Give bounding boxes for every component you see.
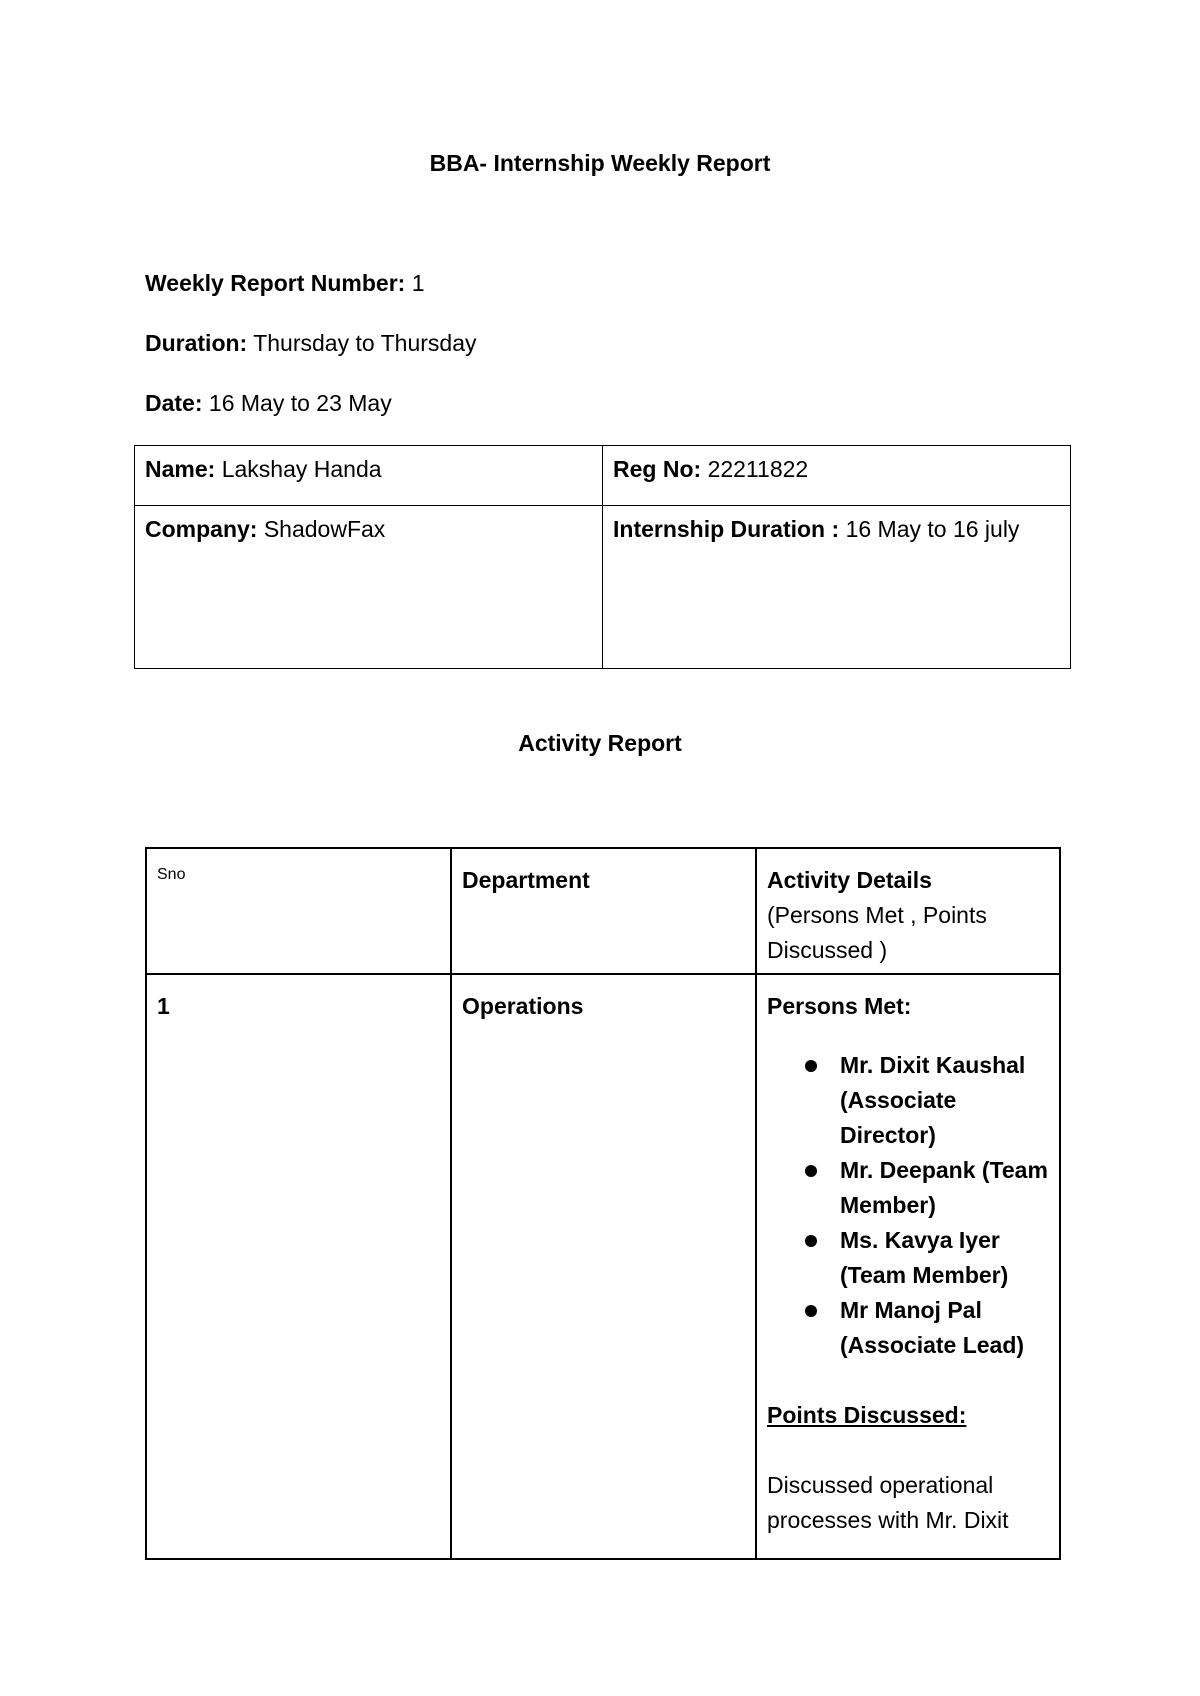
points-discussed-text: Discussed operational processes with Mr. Dixit (767, 1472, 1009, 1533)
list-item: Mr. Dixit Kaushal (Associate Director) (767, 1048, 1049, 1153)
table-row (146, 974, 1060, 1559)
name-value: Lakshay Handa (221, 456, 382, 482)
info-table (134, 445, 1071, 669)
duration-label: Duration: (145, 330, 248, 356)
date-label: Date: (145, 390, 203, 416)
list-item: Mr. Deepank (Team Member) (767, 1153, 1049, 1223)
report-number-line (145, 270, 425, 297)
row-department: Operations (462, 993, 584, 1019)
list-item: Mr Manoj Pal (Associate Lead) (767, 1293, 1049, 1363)
bullet-icon (805, 1305, 817, 1317)
report-number-label: Weekly Report Number: (145, 270, 406, 296)
sno-header-cell (146, 848, 451, 974)
reg-cell (603, 446, 1071, 506)
duration-value: Thursday to Thursday (253, 330, 477, 356)
row-sno: 1 (157, 993, 170, 1019)
internship-duration-value: 16 May to 16 july (845, 516, 1020, 542)
department-header-cell (451, 848, 756, 974)
internship-duration-label: Internship Duration : (613, 516, 840, 542)
bullet-icon (805, 1165, 817, 1177)
reg-label: Reg No: (613, 456, 702, 482)
date-value: 16 May to 23 May (208, 390, 392, 416)
persons-met-label: Persons Met: (767, 993, 912, 1019)
details-header-cell (756, 848, 1060, 974)
persons-list (767, 1048, 1049, 1363)
sno-cell (146, 974, 451, 1559)
list-item: Ms. Kavya Iyer (Team Member) (767, 1223, 1049, 1293)
details-header-sub: (Persons Met , Points Discussed ) (767, 902, 987, 963)
company-cell (135, 506, 603, 669)
bullet-icon (805, 1235, 817, 1247)
company-label: Company: (145, 516, 258, 542)
details-header-title: Activity Details (767, 867, 932, 893)
points-discussed-label: Points Discussed: (767, 1402, 967, 1428)
details-cell (756, 974, 1060, 1559)
page-title: BBA- Internship Weekly Report (429, 150, 771, 176)
internship-duration-cell (603, 506, 1071, 669)
date-line (145, 390, 392, 417)
department-cell (451, 974, 756, 1559)
reg-value: 22211822 (707, 456, 809, 482)
report-number-value: 1 (411, 270, 425, 296)
duration-line (145, 330, 477, 357)
activity-table (145, 847, 1061, 1560)
bullet-icon (805, 1060, 817, 1072)
department-header: Department (462, 867, 590, 893)
name-label: Name: (145, 456, 216, 482)
name-cell (135, 446, 603, 506)
company-value: ShadowFax (263, 516, 386, 542)
activity-report-title: Activity Report (518, 730, 682, 756)
activity-header-row (146, 848, 1060, 974)
sno-header: Sno (157, 866, 186, 883)
